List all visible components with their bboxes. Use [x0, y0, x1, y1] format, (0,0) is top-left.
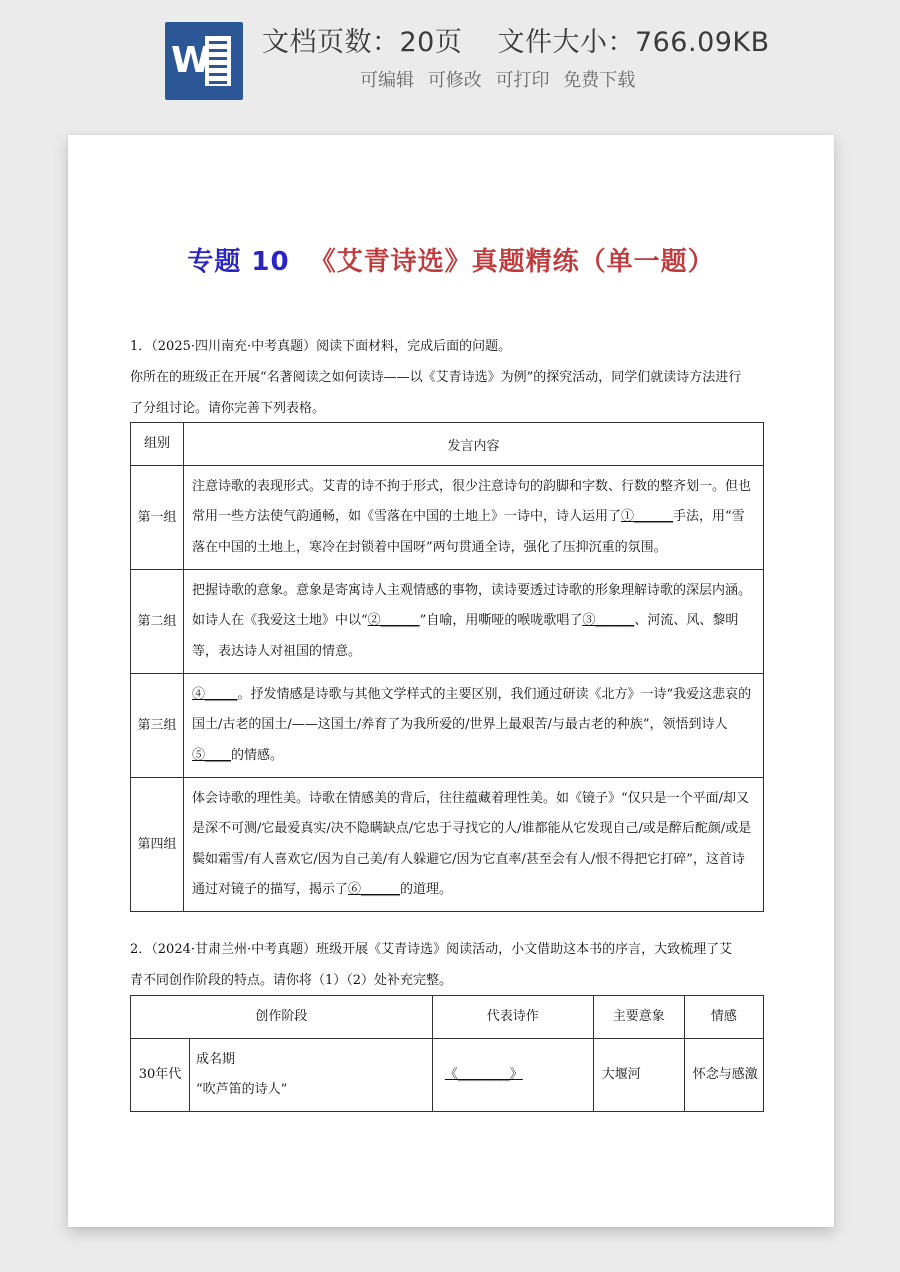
page-title	[68, 241, 834, 278]
question-1-stem: 1．（2025·四川南充·中考真题）阅读下面材料，完成后面的问题。	[130, 339, 512, 354]
work-cell	[432, 1039, 593, 1112]
group-content: 体会诗歌的理性美。诗歌在情感美的背后，往往蕴藏着理性美。如《镜子》“仅只是一个平面/却又是深不可测/它最爱真实/决不隐瞒缺点/它忠于寻找它的人/谁都能从它发现自己/或是醉后酡颜/或是鬓如霜雪/有人喜欢它/因为自己美/有人躲避它/因为它直率/甚至会有人/恨不得把它打碎”，这首诗通过对镜子的描写，揭示了⑥______的道理。	[184, 778, 764, 912]
feature-free-download: 免费下载	[563, 70, 636, 91]
stage-cell	[190, 1039, 433, 1112]
group-content: ④_____。抒发情感是诗歌与其他文学样式的主要区别，我们通过研读《北方》一诗“我爱这悲哀的国土/古老的国土/——这国土/养育了为我所爱的/世界上最艰苦/与最古老的种族”，领悟到诗人⑤____的情感。	[184, 674, 764, 778]
question-1-table	[130, 422, 764, 912]
feature-modifiable: 可修改	[427, 70, 482, 91]
header-content: 发言内容	[184, 423, 764, 466]
question-1-instruction: 了分组讨论。请你完善下列表格。	[130, 401, 326, 416]
group-label: 第一组	[131, 466, 184, 570]
answer-blank[interactable]: ③______	[582, 613, 635, 629]
header-group: 组别	[131, 423, 184, 466]
answer-blank[interactable]: ②______	[367, 613, 420, 629]
answer-blank[interactable]: ④_____	[192, 686, 238, 702]
table-row	[131, 570, 764, 674]
header-work: 代表诗作	[432, 996, 593, 1039]
header-banner	[0, 0, 900, 110]
table-row	[131, 466, 764, 570]
question-2-stem: 2．（2024·甘肃兰州·中考真题）班级开展《艾青诗选》阅读活动，小文借助这本书的序言，大致梳理了艾	[130, 942, 733, 957]
word-icon-letter: W	[171, 40, 211, 81]
answer-blank[interactable]: ⑤____	[192, 747, 232, 763]
feature-editable: 可编辑	[360, 70, 414, 91]
emotion-cell: 怀念与感激	[684, 1039, 763, 1112]
question-2-intro	[130, 934, 775, 996]
answer-blank[interactable]: ⑥______	[348, 882, 401, 897]
doc-stats	[262, 20, 782, 59]
table-header-row	[131, 996, 764, 1039]
title-topic-number: 专题 10	[187, 247, 290, 277]
group-content: 注意诗歌的表现形式。艾青的诗不拘于形式，很少注意诗句的韵脚和字数、行数的整齐划一。但也常用一些方法使气韵通畅，如《雪落在中国的土地上》一诗中，诗人运用了①______手法，用“雪落在中国的土地上，寒冷在封锁着中国呀”两句贯通全诗，强化了压抑沉重的氛围。	[184, 466, 764, 570]
group-content: 把握诗歌的意象。意象是寄寓诗人主观情感的事物，读诗要透过诗歌的形象理解诗歌的深层内涵。如诗人在《我爱这土地》中以“②______”自喻，用嘶哑的喉咙歌唱了③______、河流、风、黎明等，表达诗人对祖国的情意。	[184, 570, 764, 674]
doc-features	[360, 66, 720, 92]
table-header-row	[131, 423, 764, 466]
table-row	[131, 778, 764, 912]
question-1-context: 你所在的班级正在开展“名著阅读之如何读诗——以《艾青诗选》为例”的探究活动，同学们就读诗方法进行	[130, 370, 742, 385]
document-page	[68, 135, 834, 1227]
stage-name: 成名期	[196, 1052, 236, 1067]
header-emotion: 情感	[684, 996, 763, 1039]
answer-blank[interactable]: ①______	[621, 509, 674, 525]
table-row	[131, 1039, 764, 1112]
title-main: 《艾青诗选》真题精练（单一题）	[309, 247, 715, 277]
question-2-instruction: 青不同创作阶段的特点。请你将（1）（2）处补充完整。	[130, 973, 453, 988]
feature-printable: 可打印	[495, 70, 550, 91]
imagery-cell: 大堰河	[593, 1039, 684, 1112]
group-label: 第二组	[131, 570, 184, 674]
decade-cell: 30年代	[131, 1039, 190, 1112]
page-count: 文档页数：20页	[262, 27, 463, 58]
question-2-table	[130, 995, 764, 1112]
header-stage: 创作阶段	[131, 996, 433, 1039]
group-label: 第三组	[131, 674, 184, 778]
header-imagery: 主要意象	[593, 996, 684, 1039]
answer-blank[interactable]: 《________》	[444, 1067, 523, 1082]
table-row	[131, 674, 764, 778]
group-label: 第四组	[131, 778, 184, 912]
stage-desc: “吹芦笛的诗人”	[196, 1082, 288, 1097]
file-size: 文件大小：766.09KB	[497, 27, 770, 58]
word-icon	[165, 22, 243, 100]
question-1-intro	[130, 331, 775, 424]
